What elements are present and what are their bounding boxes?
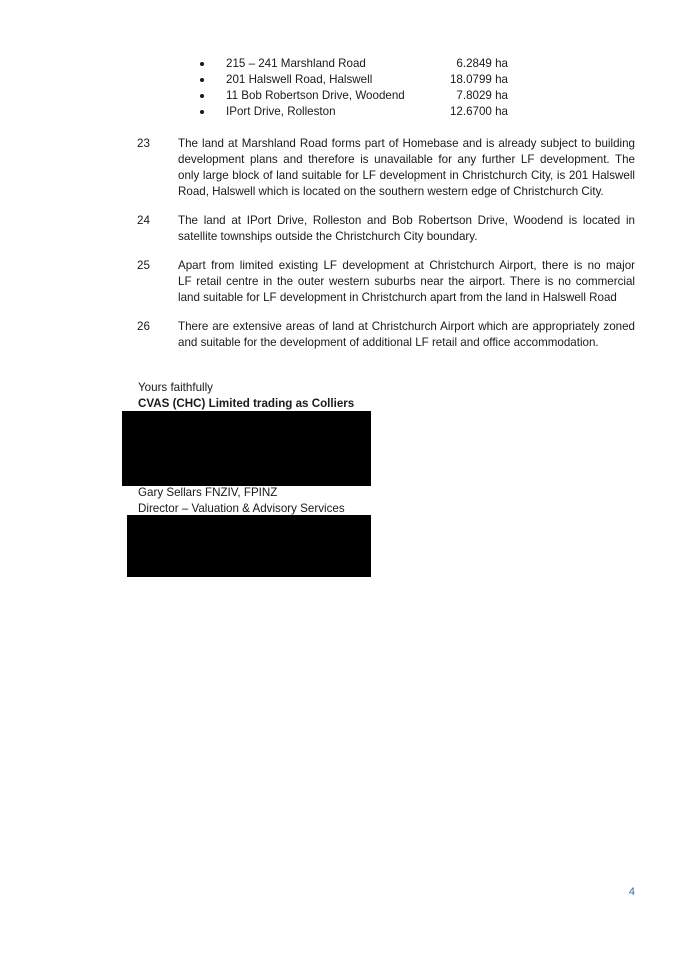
list-item: [200, 72, 520, 88]
land-parcel-name: 11 Bob Robertson Drive, Woodend: [226, 89, 405, 102]
paragraph-text: [178, 136, 635, 200]
paragraph-number: 23: [137, 137, 150, 150]
land-parcel-name: IPort Drive, Rolleston: [226, 105, 336, 118]
paragraph-line: development plans and therefore is unavailable for any further LF development. The: [178, 153, 635, 166]
paragraph-line: satellite townships outside the Christchurch City boundary.: [178, 230, 478, 243]
redacted-contact-block: [127, 515, 371, 577]
paragraph-text: [178, 258, 635, 306]
numbered-paragraph: [137, 136, 635, 200]
paragraph-text: [178, 213, 635, 245]
numbered-paragraph: [137, 319, 635, 351]
numbered-paragraph: [137, 213, 635, 245]
paragraph-line: The land at IPort Drive, Rolleston and Bob Robertson Drive, Woodend is located in: [178, 214, 635, 227]
land-parcel-area: 6.2849 ha: [456, 57, 508, 70]
closing-salutation: Yours faithfully: [138, 381, 213, 394]
numbered-paragraph: [137, 258, 635, 306]
signatory-title: Director – Valuation & Advisory Services: [138, 502, 345, 515]
paragraph-line: and suitable for the development of additional LF retail and office accommodation.: [178, 336, 599, 349]
paragraph-line: only large block of land suitable for LF development in Christchurch City, is 201 Halswell: [178, 169, 635, 182]
land-parcel-name: 201 Halswell Road, Halswell: [226, 73, 373, 86]
list-item: [200, 88, 520, 104]
paragraph-number: 24: [137, 214, 150, 227]
company-name: CVAS (CHC) Limited trading as Colliers: [138, 397, 355, 410]
paragraph-line: Road, Halswell which is located on the southern western edge of Christchurch City.: [178, 185, 604, 198]
bullet-icon: [200, 78, 204, 82]
paragraph-number: 26: [137, 320, 150, 333]
land-parcel-area: 7.8029 ha: [456, 89, 508, 102]
land-parcel-list: [200, 56, 520, 120]
land-parcel-area: 12.6700 ha: [449, 105, 508, 118]
paragraph-line: LF retail centre in the outer western suburbs near the airport. There is no commercial: [178, 275, 635, 288]
page-number: 4: [628, 886, 635, 898]
bullet-icon: [200, 62, 204, 66]
list-item: [200, 56, 520, 72]
land-parcel-name: 215 – 241 Marshland Road: [226, 57, 366, 70]
signatory-name: Gary Sellars FNZIV, FPINZ: [138, 486, 278, 499]
bullet-icon: [200, 94, 204, 98]
bullet-icon: [200, 110, 204, 114]
paragraph-line: The land at Marshland Road forms part of Homebase and is already subject to building: [178, 137, 635, 150]
paragraph-line: Apart from limited existing LF development at Christchurch Airport, there is no major: [178, 259, 635, 272]
paragraph-line: land suitable for LF development in Christchurch apart from the land in Halswell Road: [178, 291, 617, 304]
redacted-signature-block: [122, 411, 371, 486]
paragraph-line: There are extensive areas of land at Christchurch Airport which are appropriately zoned: [178, 320, 635, 333]
paragraph-text: [178, 319, 635, 351]
list-item: [200, 104, 520, 120]
paragraph-number: 25: [137, 259, 150, 272]
land-parcel-area: 18.0799 ha: [449, 73, 508, 86]
